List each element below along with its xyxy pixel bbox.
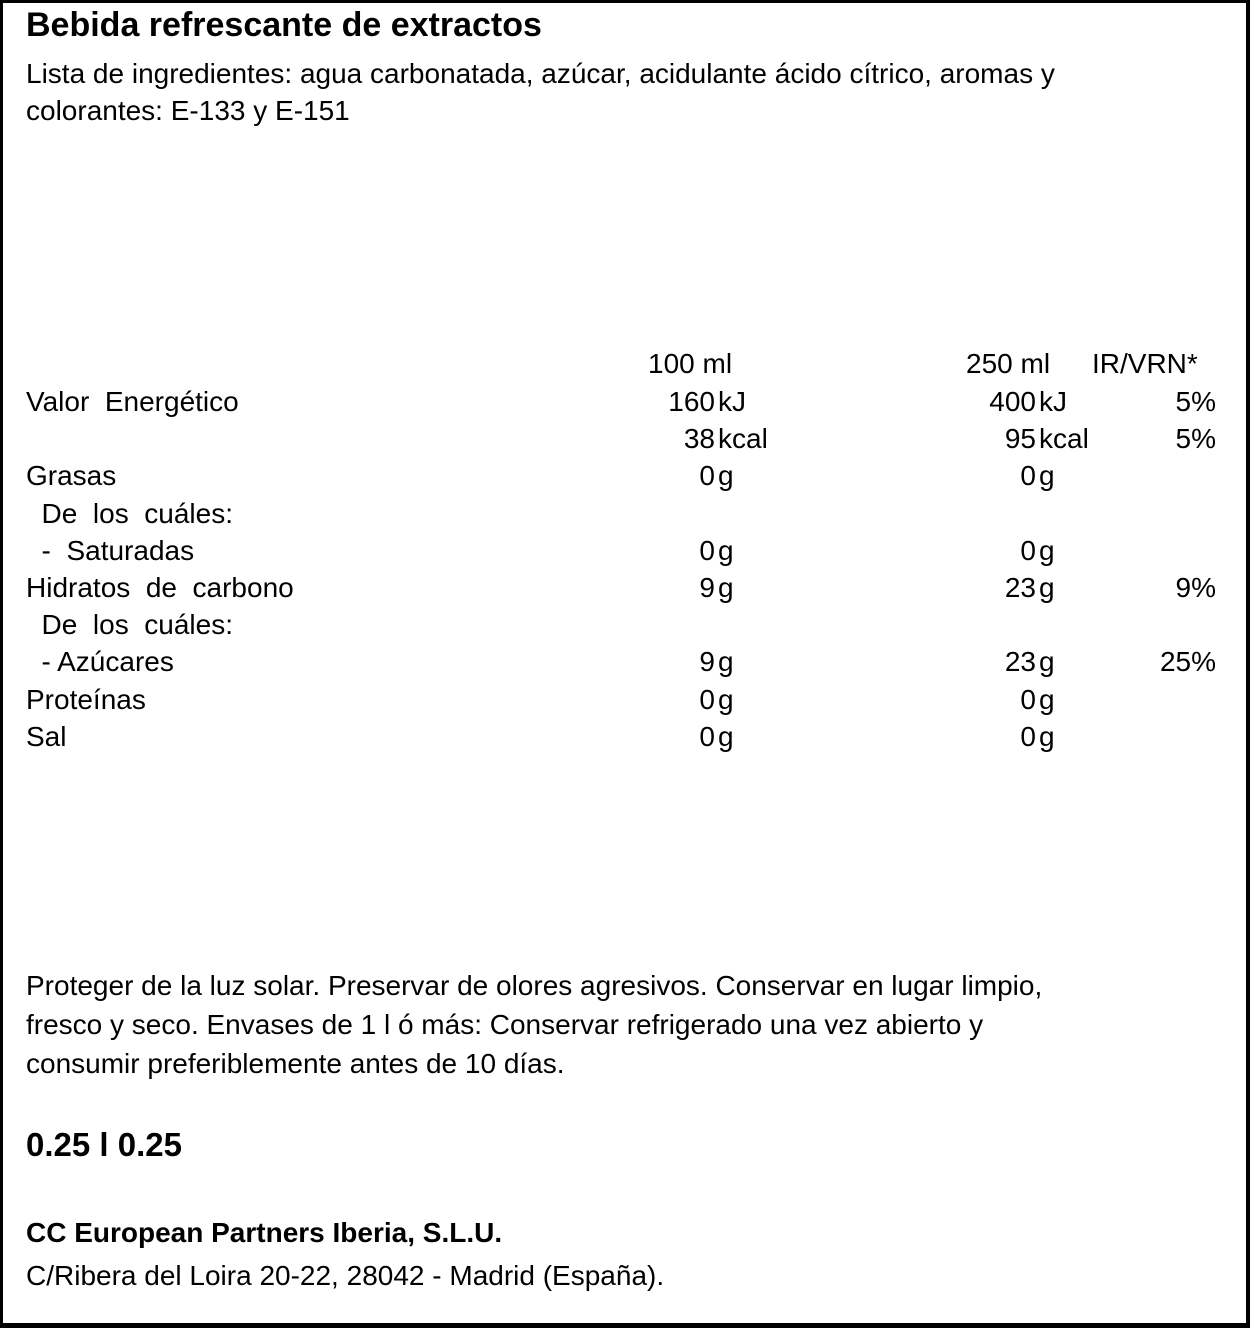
header-ir-vrn: IR/VRN* bbox=[1092, 348, 1198, 379]
unit-per-100ml: g bbox=[718, 684, 734, 715]
value-per-250ml: 23 bbox=[1004, 646, 1036, 677]
unit-per-100ml: g bbox=[718, 646, 734, 677]
unit-per-100ml: kJ bbox=[718, 386, 746, 417]
ir-vrn-value: 5% bbox=[1175, 386, 1216, 417]
unit-per-250ml: g bbox=[1039, 646, 1055, 677]
ingredients-line-1: Lista de ingredientes: agua carbonatada, azúcar, acidulante ácido cítrico, aromas y bbox=[26, 58, 1055, 89]
unit-per-100ml: g bbox=[718, 572, 734, 603]
value-per-100ml: 0 bbox=[699, 721, 715, 752]
unit-per-100ml: kcal bbox=[718, 423, 768, 454]
product-title: Bebida refrescante de extractos bbox=[26, 6, 542, 44]
ir-vrn-value: 5% bbox=[1175, 423, 1216, 454]
value-per-250ml: 95 bbox=[1004, 423, 1036, 454]
value-per-100ml: 160 bbox=[668, 386, 715, 417]
ir-vrn-value: 9% bbox=[1175, 572, 1216, 603]
nutrient-label: Valor Energético bbox=[26, 386, 239, 417]
value-per-250ml: 23 bbox=[1004, 572, 1036, 603]
unit-per-250ml: g bbox=[1039, 572, 1055, 603]
unit-per-250ml: g bbox=[1039, 721, 1055, 752]
nutrient-label: Sal bbox=[26, 721, 67, 752]
nutrient-label: De los cuáles: bbox=[26, 498, 233, 529]
storage-line-3: consumir preferiblemente antes de 10 días. bbox=[26, 1048, 565, 1079]
unit-per-250ml: g bbox=[1039, 535, 1055, 566]
company-address: C/Ribera del Loira 20-22, 28042 - Madrid (España). bbox=[26, 1260, 665, 1291]
nutrient-label: Hidratos de carbono bbox=[26, 572, 294, 603]
ir-vrn-value: 25% bbox=[1159, 646, 1216, 677]
value-per-250ml: 400 bbox=[989, 386, 1036, 417]
value-per-100ml: 0 bbox=[699, 535, 715, 566]
unit-per-100ml: g bbox=[718, 460, 734, 491]
unit-per-250ml: g bbox=[1039, 460, 1055, 491]
header-per-100ml: 100 ml bbox=[648, 348, 733, 379]
volume-text: 0.25 l 0.25 bbox=[26, 1126, 182, 1163]
nutrient-label: De los cuáles: bbox=[26, 609, 233, 640]
value-per-100ml: 38 bbox=[683, 423, 715, 454]
value-per-100ml: 9 bbox=[699, 646, 715, 677]
value-per-250ml: 0 bbox=[1020, 721, 1036, 752]
nutrient-label: Grasas bbox=[26, 460, 117, 491]
nutrient-label: Proteínas bbox=[26, 684, 146, 715]
value-per-250ml: 0 bbox=[1020, 535, 1036, 566]
unit-per-250ml: g bbox=[1039, 684, 1055, 715]
header-per-250ml: 250 ml bbox=[966, 348, 1051, 379]
unit-per-250ml: kJ bbox=[1039, 386, 1067, 417]
value-per-250ml: 0 bbox=[1020, 684, 1036, 715]
unit-per-250ml: kcal bbox=[1039, 423, 1089, 454]
value-per-250ml: 0 bbox=[1020, 460, 1036, 491]
nutrient-label: - Saturadas bbox=[26, 535, 195, 566]
storage-line-1: Proteger de la luz solar. Preservar de olores agresivos. Conservar en lugar limpio, bbox=[26, 970, 1043, 1001]
value-per-100ml: 9 bbox=[699, 572, 715, 603]
value-per-100ml: 0 bbox=[699, 684, 715, 715]
ingredients-line-2: colorantes: E-133 y E-151 bbox=[26, 95, 350, 126]
unit-per-100ml: g bbox=[718, 721, 734, 752]
storage-line-2: fresco y seco. Envases de 1 l ó más: Conservar refrigerado una vez abierto y bbox=[26, 1009, 984, 1040]
value-per-100ml: 0 bbox=[699, 460, 715, 491]
unit-per-100ml: g bbox=[718, 535, 734, 566]
nutrient-label: - Azúcares bbox=[26, 646, 174, 677]
company-name: CC European Partners Iberia, S.L.U. bbox=[26, 1217, 503, 1248]
